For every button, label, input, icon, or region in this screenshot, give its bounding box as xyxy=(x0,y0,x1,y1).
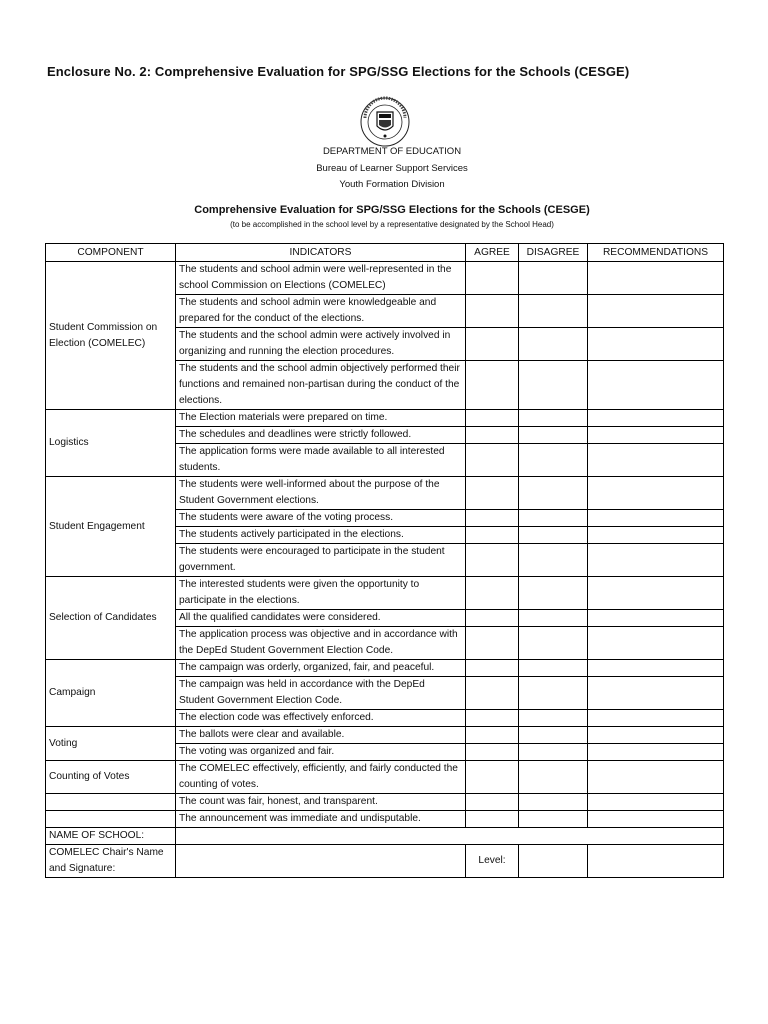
agree-cell[interactable] xyxy=(466,811,519,828)
indicator-cell: All the qualified candidates were considered. xyxy=(176,610,466,627)
disagree-cell[interactable] xyxy=(519,328,588,361)
recommendation-cell[interactable] xyxy=(588,660,724,677)
level-extra-field[interactable] xyxy=(588,845,724,878)
component-cell: Counting of Votes xyxy=(46,761,176,794)
agree-cell[interactable] xyxy=(466,427,519,444)
agree-cell[interactable] xyxy=(466,444,519,477)
school-name-row xyxy=(46,828,724,845)
deped-seal-icon xyxy=(359,96,411,148)
recommendation-cell[interactable] xyxy=(588,627,724,660)
table-row xyxy=(46,577,724,610)
disagree-cell[interactable] xyxy=(519,295,588,328)
agree-cell[interactable] xyxy=(466,744,519,761)
indicator-cell: The students and the school admin were actively involved in organizing and running the election procedures. xyxy=(176,328,466,361)
indicator-cell: The students were encouraged to participate in the student government. xyxy=(176,544,466,577)
disagree-cell[interactable] xyxy=(519,677,588,710)
indicator-cell: The students actively participated in the elections. xyxy=(176,527,466,544)
indicator-cell: The students and school admin were knowledgeable and prepared for the conduct of the elections. xyxy=(176,295,466,328)
recommendation-cell[interactable] xyxy=(588,710,724,727)
disagree-cell[interactable] xyxy=(519,477,588,510)
agree-cell[interactable] xyxy=(466,660,519,677)
agree-cell[interactable] xyxy=(466,794,519,811)
disagree-cell[interactable] xyxy=(519,744,588,761)
agree-cell[interactable] xyxy=(466,262,519,295)
disagree-cell[interactable] xyxy=(519,794,588,811)
evaluation-table xyxy=(45,243,724,878)
comelec-chair-signature-field[interactable] xyxy=(176,845,466,878)
indicator-cell: The campaign was held in accordance with the DepEd Student Government Election Code. xyxy=(176,677,466,710)
recommendation-cell[interactable] xyxy=(588,527,724,544)
recommendation-cell[interactable] xyxy=(588,544,724,577)
disagree-cell[interactable] xyxy=(519,544,588,577)
recommendation-cell[interactable] xyxy=(588,328,724,361)
table-row xyxy=(46,794,724,811)
disagree-cell[interactable] xyxy=(519,710,588,727)
component-cell: Campaign xyxy=(46,660,176,727)
indicator-cell: The schedules and deadlines were strictly followed. xyxy=(176,427,466,444)
component-cell: Selection of Candidates xyxy=(46,577,176,660)
recommendation-cell[interactable] xyxy=(588,811,724,828)
table-row xyxy=(46,410,724,427)
form-title: Comprehensive Evaluation for SPG/SSG Elections for the Schools (CESGE) xyxy=(194,204,590,216)
disagree-cell[interactable] xyxy=(519,811,588,828)
agree-cell[interactable] xyxy=(466,677,519,710)
indicator-cell: The students were well-informed about the purpose of the Student Government elections. xyxy=(176,477,466,510)
agree-cell[interactable] xyxy=(466,527,519,544)
department-name: DEPARTMENT OF EDUCATION xyxy=(322,146,462,157)
recommendation-cell[interactable] xyxy=(588,677,724,710)
component-cell: Logistics xyxy=(46,410,176,477)
agree-cell[interactable] xyxy=(466,544,519,577)
indicator-cell: The campaign was orderly, organized, fair, and peaceful. xyxy=(176,660,466,677)
recommendation-cell[interactable] xyxy=(588,510,724,527)
recommendation-cell[interactable] xyxy=(588,361,724,410)
component-cell: Voting xyxy=(46,727,176,761)
agree-cell[interactable] xyxy=(466,610,519,627)
bureau-name: Bureau of Learner Support Services xyxy=(316,163,468,174)
school-name-field[interactable] xyxy=(176,828,724,845)
agree-cell[interactable] xyxy=(466,727,519,744)
disagree-cell[interactable] xyxy=(519,444,588,477)
division-name: Youth Formation Division xyxy=(339,179,445,190)
disagree-cell[interactable] xyxy=(519,427,588,444)
form-subtitle: (to be accomplished in the school level by a representative designated by the School Head) xyxy=(230,220,554,229)
table-row xyxy=(46,262,724,295)
agree-cell[interactable] xyxy=(466,295,519,328)
indicator-cell: The students and the school admin objectively performed their functions and remained non-partisan during the conduct of the elections. xyxy=(176,361,466,410)
indicator-cell: The Election materials were prepared on time. xyxy=(176,410,466,427)
indicator-cell: The students and school admin were well-represented in the school Commission on Elections (COMELEC) xyxy=(176,262,466,295)
disagree-cell[interactable] xyxy=(519,510,588,527)
disagree-cell[interactable] xyxy=(519,262,588,295)
level-field[interactable] xyxy=(519,845,588,878)
agree-cell[interactable] xyxy=(466,361,519,410)
indicator-cell: The students were aware of the voting process. xyxy=(176,510,466,527)
recommendation-cell[interactable] xyxy=(588,727,724,744)
disagree-cell[interactable] xyxy=(519,527,588,544)
column-header-component: COMPONENT xyxy=(46,244,176,262)
table-row xyxy=(46,727,724,744)
column-header-indicators: INDICATORS xyxy=(176,244,466,262)
table-row xyxy=(46,660,724,677)
agree-cell[interactable] xyxy=(466,328,519,361)
recommendation-cell[interactable] xyxy=(588,262,724,295)
agree-cell[interactable] xyxy=(466,510,519,527)
indicator-cell: The application process was objective and in accordance with the DepEd Student Government Election Code. xyxy=(176,627,466,660)
column-header-disagree: DISAGREE xyxy=(519,244,588,262)
indicator-cell: The count was fair, honest, and transparent. xyxy=(176,794,466,811)
component-cell xyxy=(46,811,176,828)
recommendation-cell[interactable] xyxy=(588,427,724,444)
recommendation-cell[interactable] xyxy=(588,794,724,811)
agree-cell[interactable] xyxy=(466,627,519,660)
comelec-chair-row xyxy=(46,845,724,878)
indicator-cell: The announcement was immediate and undisputable. xyxy=(176,811,466,828)
agree-cell[interactable] xyxy=(466,477,519,510)
component-cell xyxy=(46,794,176,811)
agree-cell[interactable] xyxy=(466,410,519,427)
table-header-row xyxy=(46,244,724,262)
indicator-cell: The election code was effectively enforced. xyxy=(176,710,466,727)
indicator-cell: The voting was organized and fair. xyxy=(176,744,466,761)
recommendation-cell[interactable] xyxy=(588,610,724,627)
recommendation-cell[interactable] xyxy=(588,410,724,427)
table-row xyxy=(46,477,724,510)
level-label: Level: xyxy=(466,845,519,878)
indicator-cell: The application forms were made available to all interested students. xyxy=(176,444,466,477)
enclosure-title: Enclosure No. 2: Comprehensive Evaluation for SPG/SSG Elections for the Schools (CESGE) xyxy=(47,64,630,79)
agree-cell[interactable] xyxy=(466,577,519,610)
component-cell: Student Engagement xyxy=(46,477,176,577)
disagree-cell[interactable] xyxy=(519,660,588,677)
indicator-cell: The COMELEC effectively, efficiently, and fairly conducted the counting of votes. xyxy=(176,761,466,794)
component-cell: Student Commission on Election (COMELEC) xyxy=(46,262,176,410)
column-header-recommendations: RECOMMENDATIONS xyxy=(588,244,724,262)
disagree-cell[interactable] xyxy=(519,361,588,410)
recommendation-cell[interactable] xyxy=(588,577,724,610)
recommendation-cell[interactable] xyxy=(588,477,724,510)
recommendation-cell[interactable] xyxy=(588,761,724,794)
recommendation-cell[interactable] xyxy=(588,444,724,477)
school-name-label: NAME OF SCHOOL: xyxy=(46,828,176,845)
disagree-cell[interactable] xyxy=(519,610,588,627)
indicator-cell: The ballots were clear and available. xyxy=(176,727,466,744)
table-row xyxy=(46,761,724,794)
agree-cell[interactable] xyxy=(466,710,519,727)
disagree-cell[interactable] xyxy=(519,577,588,610)
recommendation-cell[interactable] xyxy=(588,295,724,328)
disagree-cell[interactable] xyxy=(519,627,588,660)
recommendation-cell[interactable] xyxy=(588,744,724,761)
agree-cell[interactable] xyxy=(466,761,519,794)
comelec-chair-label: COMELEC Chair's Name and Signature: xyxy=(46,845,176,878)
indicator-cell: The interested students were given the opportunity to participate in the elections. xyxy=(176,577,466,610)
disagree-cell[interactable] xyxy=(519,761,588,794)
disagree-cell[interactable] xyxy=(519,410,588,427)
disagree-cell[interactable] xyxy=(519,727,588,744)
table-row xyxy=(46,811,724,828)
column-header-agree: AGREE xyxy=(466,244,519,262)
